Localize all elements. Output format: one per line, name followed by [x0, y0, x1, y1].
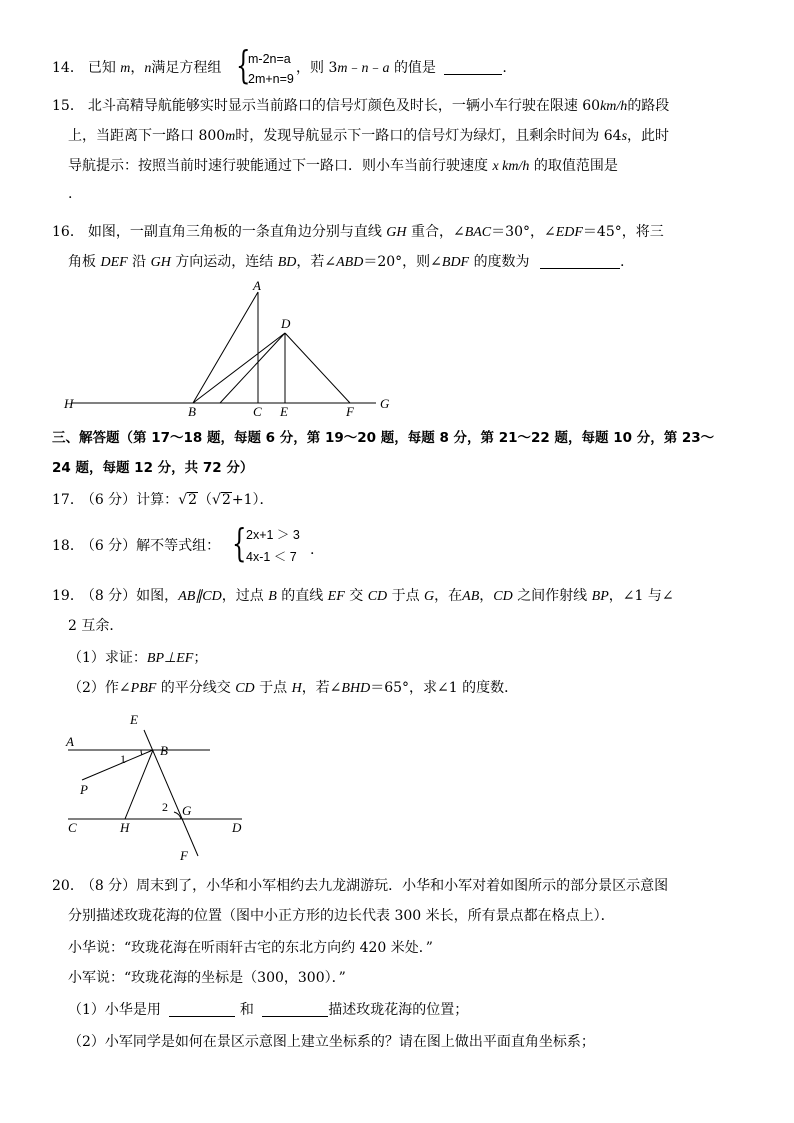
text: 之间作射线: [517, 588, 588, 604]
text: （1）小华是用: [68, 1002, 161, 1018]
label-h: H: [120, 820, 130, 835]
system-brace: {: [232, 521, 247, 565]
label-a: A: [66, 734, 74, 749]
question-number: 16．: [52, 224, 84, 240]
text: 的直线: [281, 588, 324, 604]
label-p: P: [80, 782, 88, 797]
segment-df: [285, 333, 350, 403]
var-gh: GH: [150, 255, 171, 270]
text: ﹣: [347, 60, 362, 76]
label-g: G: [380, 396, 390, 411]
var-bd: BD: [277, 255, 297, 270]
var-bp: BP: [591, 589, 609, 604]
var-ab-cd: AB∥CD: [178, 589, 222, 604]
text: 如图，一副直角三角板的一条直角边分别与直线: [87, 224, 382, 240]
var-def: DEF: [100, 255, 128, 270]
text: 于点: [259, 680, 288, 696]
text: 北斗高精导航能够实时显示当前路口的信号灯颜色及时长，一辆小车行驶在限速 60: [87, 98, 601, 114]
question-20-line-1: [52, 876, 668, 896]
text: 描述玫珑花海的位置；: [328, 1002, 469, 1018]
label-a: A: [253, 278, 261, 293]
unit: km/h: [600, 99, 628, 114]
text: ；: [193, 650, 208, 666]
label-b: B: [160, 743, 168, 758]
question-number: 15．: [52, 98, 84, 114]
label-c: C: [68, 820, 77, 835]
text: （2）作∠: [68, 680, 131, 696]
question-14: [52, 58, 221, 79]
var-h: H: [291, 681, 302, 696]
var-cd: CD: [367, 589, 388, 604]
var-edf: EDF: [555, 225, 583, 240]
question-number: 19．: [52, 588, 84, 604]
var-m: m: [337, 61, 348, 76]
var-bp-perp-ef: BP⊥EF: [146, 651, 194, 666]
var-cd: CD: [235, 681, 255, 696]
question-20-line-4: 小军说：“玫珑花海的坐标是（300，300）．”: [68, 970, 346, 986]
system-brace: {: [236, 43, 251, 87]
question-number: 17．: [52, 492, 84, 508]
line-ef: [144, 730, 198, 856]
var-gh: GH: [386, 225, 407, 240]
var-abd: ABD: [336, 255, 364, 270]
figure-16: [60, 278, 400, 420]
answer-blank[interactable]: [444, 60, 502, 75]
text: ＝65°，求∠1 的度数．: [370, 680, 519, 696]
text: （6 分）计算：: [87, 492, 179, 508]
text: （: [198, 492, 213, 508]
equation-1: m-2n=a: [248, 52, 291, 66]
question-15-line-2: [68, 126, 669, 147]
question-16-line-1: [52, 222, 664, 243]
sqrt-symbol: √: [178, 492, 188, 508]
var-bhd: BHD: [341, 681, 371, 696]
sqrt-symbol: √: [212, 492, 221, 508]
question-15-line-3: [68, 156, 618, 177]
var-a: a: [382, 61, 390, 76]
text: ，则 3: [296, 60, 338, 76]
label-f: F: [180, 848, 188, 863]
text: ，∠1 与∠: [608, 588, 674, 604]
var-bdf: BDF: [441, 255, 470, 270]
question-20-sub-2: （2）小军同学是如何在景区示意图上建立坐标系的？请在图上做出平面直角坐标系；: [68, 1034, 595, 1050]
question-17: [52, 490, 274, 510]
text: 于点: [391, 588, 420, 604]
radicand: 2: [188, 492, 198, 508]
label-h: H: [64, 396, 74, 411]
text: 时，发现导航显示下一路口的信号灯为绿灯，且剩余时间为 64: [235, 128, 622, 144]
text: 和: [239, 1002, 254, 1018]
text: .: [620, 254, 625, 270]
text: 满足方程组: [151, 60, 222, 76]
inequality-1: 2x+1 ＞ 3: [246, 528, 300, 542]
text: ，此时: [627, 128, 670, 144]
equation-2: 2m+n=9: [248, 72, 294, 86]
var-pbf: PBF: [130, 681, 157, 696]
text: 的度数为: [473, 254, 530, 270]
question-20-sub-1: [68, 1000, 468, 1020]
question-19-line-1: [52, 586, 674, 607]
unit: m: [225, 129, 236, 144]
text: ，过点: [221, 588, 264, 604]
var-ab: AB: [462, 589, 480, 604]
text: 重合，∠: [410, 224, 465, 240]
text: .: [310, 542, 315, 558]
question-20-line-2: 分别描述玫珑花海的位置（图中小正方形的边长代表 300 米长，所有景点都在格点上）．: [68, 908, 615, 924]
text: 的平分线交: [160, 680, 231, 696]
text: ，在: [434, 588, 463, 604]
label-e: E: [280, 404, 288, 419]
question-16-line-2: [68, 252, 624, 273]
text: （6 分）解不等式组：: [87, 538, 221, 554]
question-18: [52, 536, 220, 556]
text: 沿: [132, 254, 147, 270]
text: ，若∠: [296, 254, 337, 270]
text: 已知: [87, 60, 116, 76]
segment-ba: [193, 292, 258, 403]
var-n: n: [144, 61, 152, 76]
var-cd: CD: [493, 589, 513, 604]
unit: s: [621, 129, 628, 144]
label-e: E: [130, 712, 138, 727]
text: 方向运动，连结: [175, 254, 274, 270]
label-angle-2: 2: [162, 800, 168, 814]
section-heading-line-2: 24 题，每题 12 分，共 72 分）: [52, 460, 254, 476]
question-number: 14．: [52, 60, 84, 76]
text: 的值是: [393, 60, 436, 76]
figure-19: [60, 708, 260, 864]
text: 的取值范围是: [533, 158, 618, 174]
text: （8 分）如图，: [87, 588, 179, 604]
question-19-sub-2: [68, 678, 518, 699]
var-n: n: [361, 61, 369, 76]
text: +1）．: [231, 492, 274, 508]
text: ，: [130, 60, 145, 76]
text: ＝45°，将三: [582, 224, 664, 240]
question-number: 18．: [52, 538, 84, 554]
section-heading-line-1: 三、解答题（第 17～18 题，每题 6 分，第 19～20 题，每题 8 分，第 21～22 题，每题 10 分，第 23～: [52, 430, 715, 446]
var-ef: EF: [327, 589, 345, 604]
text: （1）求证：: [68, 650, 147, 666]
question-19-sub-1: [68, 648, 207, 669]
text: 交: [349, 588, 364, 604]
text: 角板: [68, 254, 96, 270]
label-f: F: [346, 404, 354, 419]
label-c: C: [253, 404, 262, 419]
text: ＝30°，∠: [491, 224, 556, 240]
label-d: D: [281, 316, 291, 331]
text: ＝20°，则∠: [363, 254, 442, 270]
label-b: B: [188, 404, 196, 419]
text: .: [502, 60, 507, 76]
label-angle-1: 1: [120, 752, 126, 766]
text: ﹣: [368, 60, 383, 76]
question-19-line-2: 2 互余．: [68, 618, 124, 634]
var-g: G: [424, 589, 435, 604]
radicand: 2: [221, 492, 231, 508]
answer-blank[interactable]: [540, 254, 620, 269]
answer-blank-1[interactable]: [169, 1002, 235, 1017]
label-d: D: [232, 820, 242, 835]
text: 上，当距离下一路口 800: [68, 128, 226, 144]
var-m: m: [120, 61, 131, 76]
answer-line: .: [68, 186, 73, 202]
text: ，: [479, 588, 494, 604]
inequality-2: 4x-1 ＜ 7: [246, 550, 297, 564]
text: ，若∠: [301, 680, 342, 696]
text: 的路段: [627, 98, 670, 114]
text: （8 分）周末到了，小华和小军相约去九龙湖游玩．小华和小军对着如图所示的部分景区示意图: [87, 878, 669, 894]
question-14-tail: [296, 58, 507, 79]
question-20-line-3: 小华说：“玫珑花海在听雨轩古宅的东北方向约 420 米处．”: [68, 940, 433, 956]
var-b: B: [268, 589, 277, 604]
segment-bd: [193, 333, 285, 403]
var-bac: BAC: [464, 225, 492, 240]
text: 导航提示：按照当前时速行驶能通过下一路口．则小车当前行驶速度: [68, 158, 488, 174]
segment-de-hyp: [220, 333, 285, 403]
question-15-line-1: [52, 96, 669, 117]
label-g: G: [182, 803, 192, 818]
var-x: x km/h: [492, 159, 530, 174]
angle-1-arc: [141, 750, 142, 755]
answer-blank-2[interactable]: [262, 1002, 328, 1017]
question-number: 20．: [52, 878, 84, 894]
